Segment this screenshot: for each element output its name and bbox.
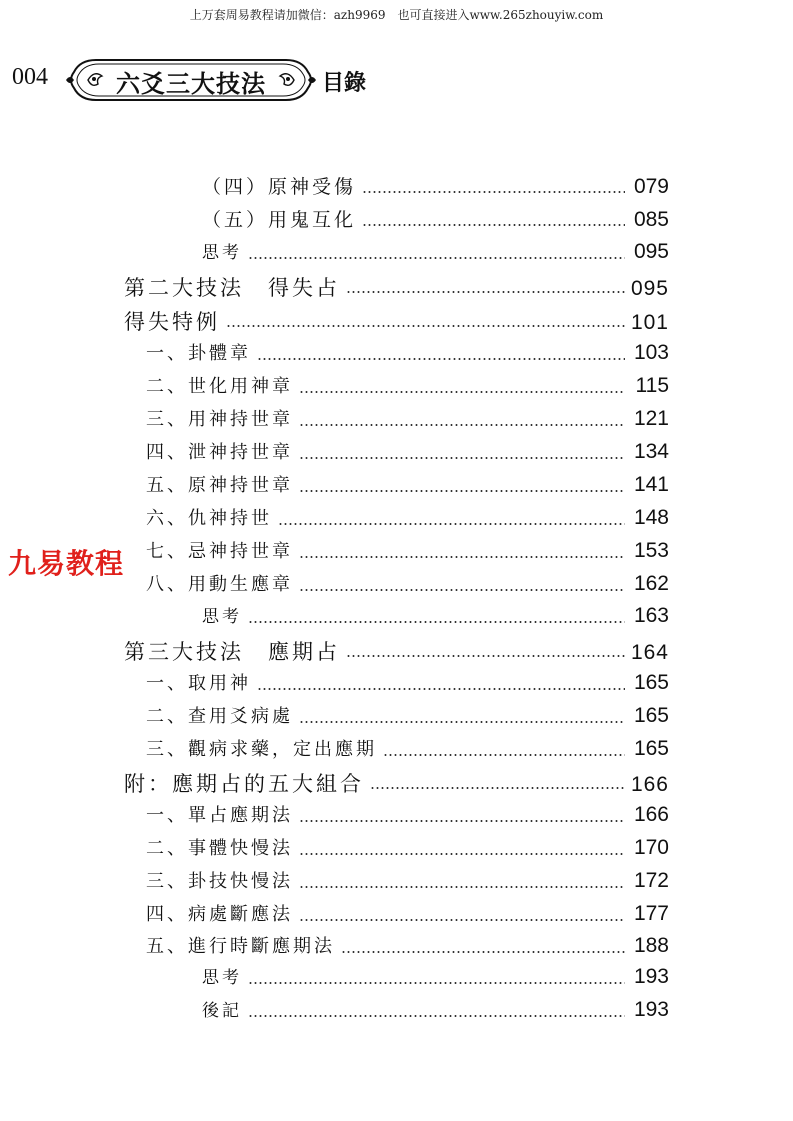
dot-leader xyxy=(299,852,625,856)
dot-leader xyxy=(299,819,625,823)
toc-entry-page: 095 xyxy=(633,240,669,263)
toc-entry-title: 一、卦體章 xyxy=(146,343,251,364)
toc-entry[interactable] xyxy=(146,372,669,402)
toc-entry-title: 七、忌神持世章 xyxy=(146,541,293,562)
toc-entry[interactable] xyxy=(146,405,669,435)
top-watermark: 上万套周易教程请加微信：azh9969 也可直接进入www.265zhouyiw.com xyxy=(189,8,604,22)
toc-entry[interactable] xyxy=(124,272,669,302)
page-number: 004 xyxy=(12,64,48,90)
toc-entry-title: 附：應期占的五大組合 xyxy=(124,772,364,796)
toc-entry-page: 162 xyxy=(633,572,669,595)
toc-entry-title: 三、用神持世章 xyxy=(146,409,293,430)
toc-entry[interactable] xyxy=(124,636,669,666)
toc-entry-page: 148 xyxy=(633,506,669,529)
toc-entry-page: 115 xyxy=(635,374,669,397)
dot-leader xyxy=(299,555,625,559)
toc-entry-title: 第三大技法 應期占 xyxy=(124,640,340,664)
dot-leader xyxy=(299,423,625,427)
dot-leader xyxy=(299,588,625,592)
toc-entry-title: 六、仇神持世 xyxy=(146,508,272,529)
side-watermark: 九易教程 xyxy=(8,547,125,580)
toc-entry[interactable] xyxy=(146,867,669,897)
dot-leader xyxy=(299,456,625,460)
toc-entry-title: 思考 xyxy=(202,607,242,627)
toc-entry-page: 079 xyxy=(633,175,669,198)
toc-entry[interactable] xyxy=(202,996,669,1026)
toc-entry[interactable] xyxy=(146,932,669,962)
toc-entry-title: 三、卦技快慢法 xyxy=(146,871,293,892)
toc-entry-page: 085 xyxy=(633,208,669,231)
toc-entry[interactable] xyxy=(124,768,669,798)
toc-entry[interactable] xyxy=(146,702,669,732)
dot-leader xyxy=(299,918,625,922)
toc-entry-page: 141 xyxy=(633,473,669,496)
toc-entry[interactable] xyxy=(202,238,669,268)
toc-entry-title: 四、病處斷應法 xyxy=(146,904,293,925)
toc-entry[interactable] xyxy=(146,471,669,501)
toc-entry-page: 166 xyxy=(633,803,669,826)
toc-entry-title: 思考 xyxy=(202,243,242,263)
toc-entry-page: 166 xyxy=(630,773,669,796)
toc-entry-title: 二、查用爻病處 xyxy=(146,706,293,727)
toc-entry-page: 101 xyxy=(630,311,669,334)
dot-leader xyxy=(341,950,625,954)
book-title: 六爻三大技法 xyxy=(116,70,266,98)
dot-leader xyxy=(299,489,625,493)
dot-leader xyxy=(248,620,625,624)
dot-leader xyxy=(362,223,625,227)
toc-entry-title: 一、取用神 xyxy=(146,673,251,694)
toc-entry-title: 一、單占應期法 xyxy=(146,805,293,826)
toc-entry-page: 172 xyxy=(633,869,669,892)
toc-entry-title: 第二大技法 得失占 xyxy=(124,276,340,300)
toc-entry[interactable] xyxy=(146,537,669,567)
toc-entry[interactable] xyxy=(146,570,669,600)
toc-entry-page: 134 xyxy=(633,440,669,463)
toc-entry-title: 八、用動生應章 xyxy=(146,574,293,595)
toc-entry-page: 165 xyxy=(633,704,669,727)
section-label: 目錄 xyxy=(322,71,367,96)
toc-entry-page: 165 xyxy=(633,671,669,694)
dot-leader xyxy=(299,720,625,724)
toc-entry[interactable] xyxy=(202,205,669,235)
toc-entry[interactable] xyxy=(146,504,669,534)
toc-entry[interactable] xyxy=(146,669,669,699)
dot-leader xyxy=(257,687,625,691)
dot-leader xyxy=(248,1014,625,1018)
dot-leader xyxy=(346,654,625,658)
toc-entry-page: 193 xyxy=(633,998,669,1021)
toc-entry-page: 193 xyxy=(633,965,669,988)
dot-leader xyxy=(299,885,625,889)
toc-entry[interactable] xyxy=(146,834,669,864)
toc-entry-page: 153 xyxy=(633,539,669,562)
toc-entry-title: 思考 xyxy=(202,968,242,988)
dot-leader xyxy=(362,190,625,194)
toc-entry-title: 後記 xyxy=(202,1001,242,1021)
toc-entry[interactable] xyxy=(146,801,669,831)
toc-entry-title: 二、世化用神章 xyxy=(146,376,293,397)
toc-entry-title: 五、原神持世章 xyxy=(146,475,293,496)
toc-entry-page: 164 xyxy=(630,641,669,664)
dot-leader xyxy=(383,753,625,757)
book-title-plaque xyxy=(66,52,316,108)
toc-entry[interactable] xyxy=(202,172,669,202)
dot-leader xyxy=(257,357,625,361)
toc-entry[interactable] xyxy=(146,438,669,468)
toc-entry-title: 四、泄神持世章 xyxy=(146,442,293,463)
dot-leader xyxy=(248,981,625,985)
toc-entry-page: 170 xyxy=(633,836,669,859)
toc-entry-page: 103 xyxy=(633,341,669,364)
toc-entry-title: （五）用鬼互化 xyxy=(202,209,357,231)
toc-entry-title: （四）原神受傷 xyxy=(202,176,357,198)
dot-leader xyxy=(248,256,625,260)
toc-entry-page: 177 xyxy=(633,902,669,925)
toc-entry-title: 三、觀病求藥，定出應期 xyxy=(146,739,377,760)
toc-entry[interactable] xyxy=(146,339,669,369)
toc-entry[interactable] xyxy=(202,963,669,993)
toc-entry[interactable] xyxy=(146,900,669,930)
toc-entry-title: 得失特例 xyxy=(124,310,220,334)
dot-leader xyxy=(370,786,625,790)
toc-entry[interactable] xyxy=(146,735,669,765)
dot-leader xyxy=(346,290,625,294)
dot-leader xyxy=(278,522,625,526)
toc-entry-title: 五、進行時斷應期法 xyxy=(146,936,335,957)
toc-entry[interactable] xyxy=(202,602,669,632)
toc-entry-page: 165 xyxy=(633,737,669,760)
toc-entry[interactable] xyxy=(124,306,669,336)
dot-leader xyxy=(299,390,625,394)
toc-entry-page: 163 xyxy=(633,604,669,627)
toc-entry-page: 095 xyxy=(630,277,669,300)
toc-entry-title: 二、事體快慢法 xyxy=(146,838,293,859)
toc-entry-page: 188 xyxy=(633,934,669,957)
toc-entry-page: 121 xyxy=(633,407,669,430)
dot-leader xyxy=(226,324,625,328)
